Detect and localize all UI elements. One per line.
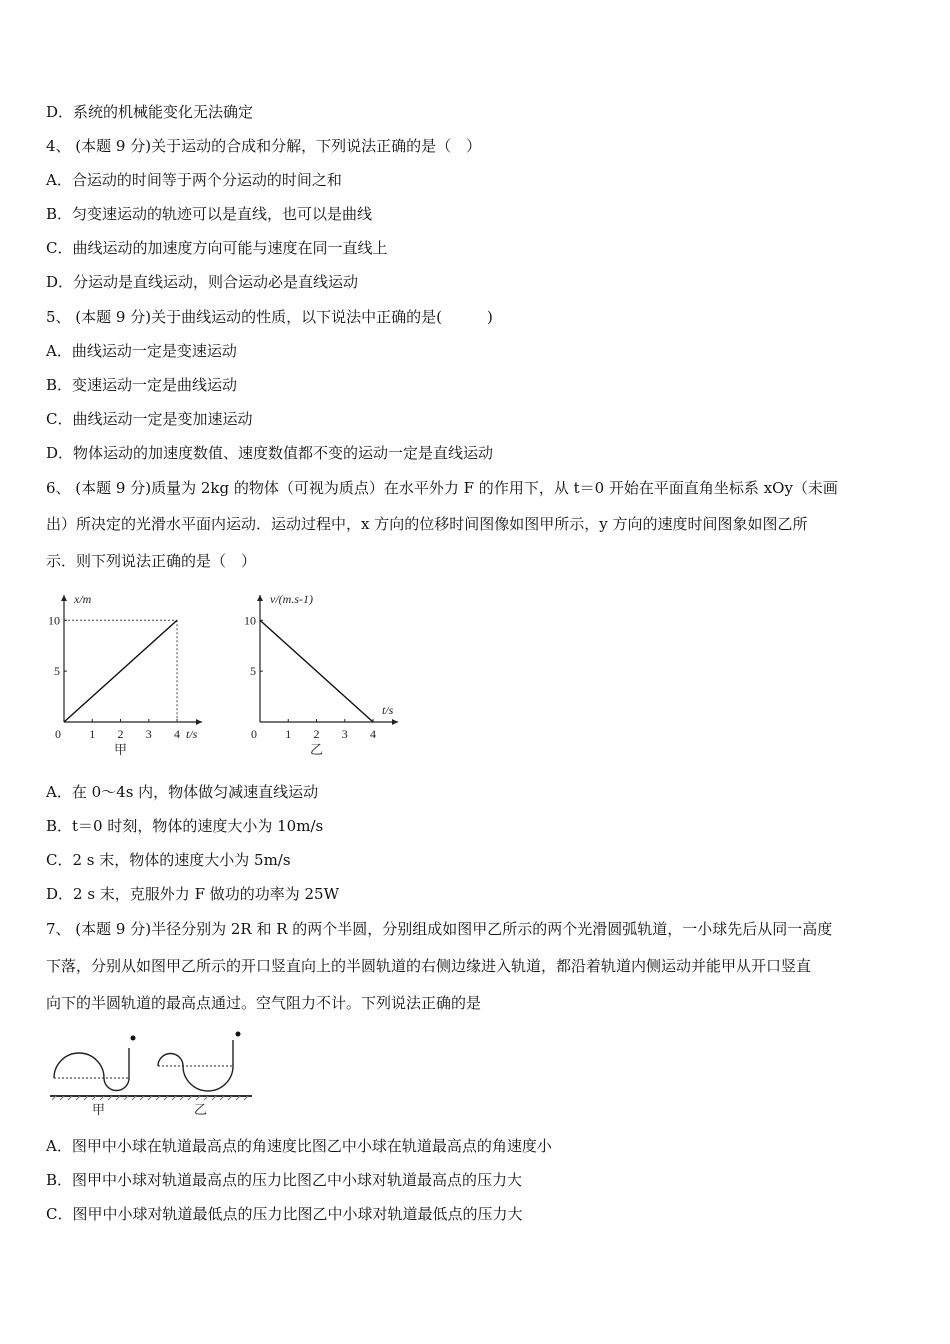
chart-jia-title: 甲 (114, 742, 128, 757)
chart-jia-x-arrow (196, 719, 202, 725)
chart-jia-x-tick-label: 4 (174, 727, 181, 741)
chart-jia-xlabel: t/s (186, 727, 198, 741)
chart-jia-series-line (64, 620, 177, 722)
chart-yi-xlabel: t/s (382, 703, 394, 717)
ball-yi (236, 1032, 241, 1037)
q4-option-b[interactable]: B．匀变速运动的轨迹可以是直线，也可以是曲线 (46, 205, 373, 223)
chart-yi-y-arrow (257, 595, 263, 601)
q7-option-a[interactable]: A．图甲中小球在轨道最高点的角速度比图乙中小球在轨道最高点的角速度小 (46, 1137, 552, 1155)
q7-stem-line-2: 下落，分别从如图甲乙所示的开口竖直向上的半圆轨道的右侧边缘进入轨道，都沿着轨道内侧运动并能甲从开口竖直 (46, 957, 812, 975)
q7-stem-line-1: 7、 (本题 9 分)半径分别为 2R 和 R 的两个半圆，分别组成如图甲乙所示的两个光滑圆弧轨道，一小球先后从同一高度 (46, 920, 833, 938)
track-figure (46, 1028, 256, 1120)
chart-jia-y-tick-label: 5 (54, 664, 60, 679)
q4-option-d[interactable]: D．分运动是直线运动，则合运动必是直线运动 (46, 273, 359, 291)
q7-option-c[interactable]: C．图甲中小球对轨道最低点的压力比图乙中小球对轨道最低点的压力大 (46, 1205, 523, 1223)
q6-option-c[interactable]: C．2 s 末，物体的速度大小为 5m/s (46, 851, 291, 869)
figure-label-yi: 乙 (194, 1102, 208, 1117)
q7-stem-line-3: 向下的半圆轨道的最高点通过。空气阻力不计。下列说法正确的是 (46, 994, 482, 1012)
chart-yi-x-tick-label: 0 (251, 727, 257, 741)
chart-yi (240, 590, 420, 765)
q5-option-a[interactable]: A．曲线运动一定是变速运动 (46, 342, 237, 360)
q6-stem-line-1: 6、 (本题 9 分)质量为 2kg 的物体（可视为质点）在水平外力 F 的作用下，从 t＝0 开始在平面直角坐标系 xOy（未画 (46, 479, 838, 497)
track-jia (54, 1048, 129, 1091)
figure-label-jia: 甲 (92, 1102, 106, 1117)
q6-stem-line-2: 出）所决定的光滑水平面内运动．运动过程中，x 方向的位移时间图像如图甲所示，y 方向的速度时间图象如图乙所 (46, 515, 808, 533)
chart-yi-x-tick-label: 3 (341, 727, 348, 741)
q5-option-c[interactable]: C．曲线运动一定是变加速运动 (46, 410, 253, 428)
chart-yi-series-line (260, 620, 373, 722)
chart-jia-ylabel: x/m (74, 592, 92, 606)
q5-stem: 5、 (本题 9 分)关于曲线运动的性质，以下说法中正确的是( ) (46, 308, 493, 326)
q4-stem: 4、 (本题 9 分)关于运动的合成和分解，下列说法正确的是（ ） (46, 137, 482, 155)
q6-option-b[interactable]: B．t＝0 时刻，物体的速度大小为 10m/s (46, 817, 324, 835)
q4-option-a[interactable]: A．合运动的时间等于两个分运动的时间之和 (46, 171, 342, 189)
chart-jia-y-tick-label: 10 (48, 613, 60, 628)
chart-jia-y-arrow (61, 595, 67, 601)
q6-option-a[interactable]: A．在 0～4s 内，物体做匀减速直线运动 (46, 783, 319, 801)
chart-jia-x-tick-label: 0 (55, 727, 61, 741)
chart-yi-y-tick-label: 10 (244, 613, 256, 628)
chart-yi-ylabel: v/(m.s-1) (270, 592, 313, 606)
ball-jia (131, 1036, 136, 1041)
chart-jia (44, 590, 224, 765)
q6-stem-line-3: 示．则下列说法正确的是（ ） (46, 552, 257, 570)
q5-option-d[interactable]: D．物体运动的加速度数值、速度数值都不变的运动一定是直线运动 (46, 444, 494, 462)
chart-yi-x-tick-label: 1 (285, 727, 292, 741)
chart-yi-title: 乙 (310, 742, 324, 757)
q5-option-b[interactable]: B．变速运动一定是曲线运动 (46, 376, 238, 394)
chart-yi-y-tick-label: 5 (250, 664, 256, 679)
q7-option-b[interactable]: B．图甲中小球对轨道最高点的压力比图乙中小球对轨道最高点的压力大 (46, 1171, 523, 1189)
chart-yi-x-tick-label: 4 (370, 727, 377, 741)
chart-jia-x-tick-label: 1 (89, 727, 96, 741)
q4-option-c[interactable]: C．曲线运动的加速度方向可能与速度在同一直线上 (46, 239, 388, 257)
q6-option-d[interactable]: D．2 s 末，克服外力 F 做功的功率为 25W (46, 885, 340, 903)
chart-jia-x-tick-label: 2 (117, 727, 124, 741)
chart-jia-x-tick-label: 3 (145, 727, 152, 741)
chart-yi-x-arrow (392, 719, 398, 725)
q3-option-d: D．系统的机械能变化无法确定 (46, 103, 254, 121)
chart-yi-x-tick-label: 2 (313, 727, 320, 741)
